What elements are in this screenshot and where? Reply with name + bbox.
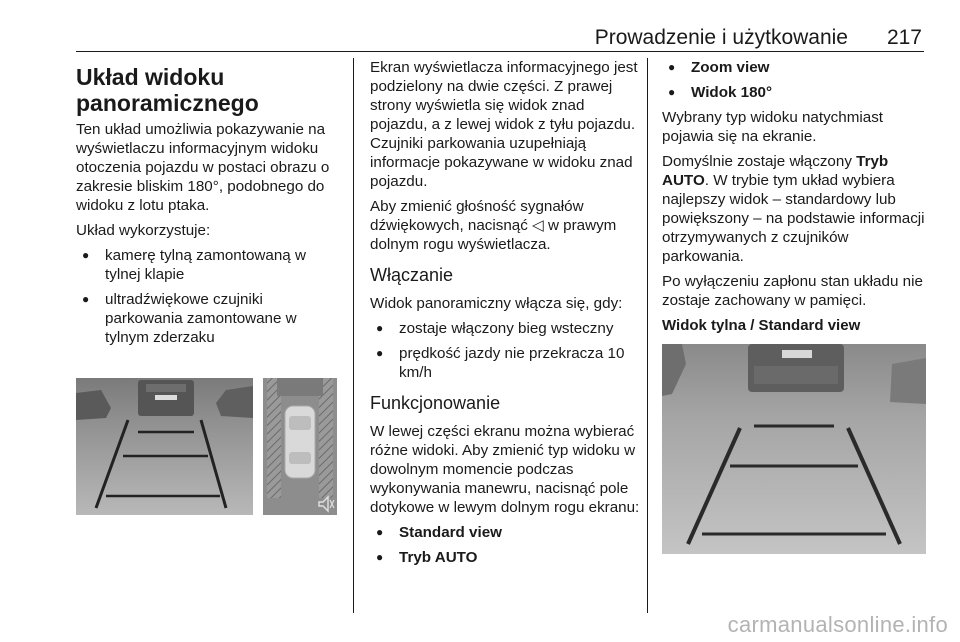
uses-label: Układ wykorzystuje: [76,222,211,239]
header-rule [76,51,924,52]
list-item: ● Widok 180° [662,83,928,102]
paragraph: W lewej części ekranu można wybierać różne widoki. Aby zmienić typ widoku w dowolnym momencie podczas wykonywania manewru, nacisnąć pole dotykowe w lewym dolnym rogu ekranu: [370,423,640,516]
section-heading: Włączanie [370,265,454,285]
rear-camera-view-image [76,378,253,515]
list-item: ● Zoom view [662,58,928,77]
watermark: carmanualsonline.info [727,612,948,637]
paragraph: Ekran wyświetlacza informacyjnego jest podzielony na dwie części. Z prawej strony wyświetla się widok znad pojazdu, a z lewej widok z tyłu pojazdu. Czujniki parkowania uzupełniają informacje pokazywane w widoku znad pojazdu. [370,59,638,190]
list-item: ● kamerę tylną zamontowaną w tylnej klapie [76,246,344,284]
paragraph: Widok panoramiczny włącza się, gdy: [370,295,623,312]
paragraph [662,152,928,266]
views-list [662,58,928,102]
bold-term: Tryb AUTO [662,153,889,189]
page-number: 217 [886,26,922,49]
list-item: ● Standard view [370,523,640,542]
column-1 [76,58,344,353]
section-heading: Funkcjonowanie [370,393,501,413]
paragraph-text: Domyślnie zostaje włączony [662,153,857,170]
column-2 [370,58,640,573]
column-divider [647,58,648,613]
paragraph-text: . W trybie tym układ wybiera najlepszy widok – standardowy lub powiększony – na podstawie informacji otrzymywanych z czujników parkowania. [662,172,925,265]
uses-list [76,246,344,347]
views-list [370,523,640,567]
paragraph: Aby zmienić głośność sygnałów dźwiękowych, nacisnąć ◁ w prawym dolnym rogu wyświetlacza. [370,198,617,253]
list-item: ● prędkość jazdy nie przekracza 10 km/h [370,344,640,382]
paragraph: Po wyłączeniu zapłonu stan układu nie zostaje zachowany w pamięci. [662,273,923,309]
list-item: ● ultradźwiękowe czujniki parkowania zamontowane w tylnym zderzaku [76,290,344,347]
figure-caption: Widok tylna / Standard view [662,317,861,334]
page-header [76,22,924,52]
list-item: ● Tryb AUTO [370,548,640,567]
list-item: ● zostaje włączony bieg wsteczny [370,319,640,338]
intro-paragraph: Ten układ umożliwia pokazywanie na wyświetlaczu informacyjnym widoku otoczenia pojazdu w postaci obrazu o zakresie bliskim 180°, podobnego do widoku z lotu ptaka. [76,121,330,214]
column-divider [353,58,354,613]
standard-view-image [662,344,926,554]
top-view-image [263,378,337,515]
column-3 [662,58,928,344]
paragraph: Wybrany typ widoku natychmiast pojawia się na ekranie. [662,109,884,145]
conditions-list [370,319,640,382]
header-title: Prowadzenie i użytkowanie [594,26,848,49]
section-heading: Układ widoku panoramicznego [76,64,259,116]
